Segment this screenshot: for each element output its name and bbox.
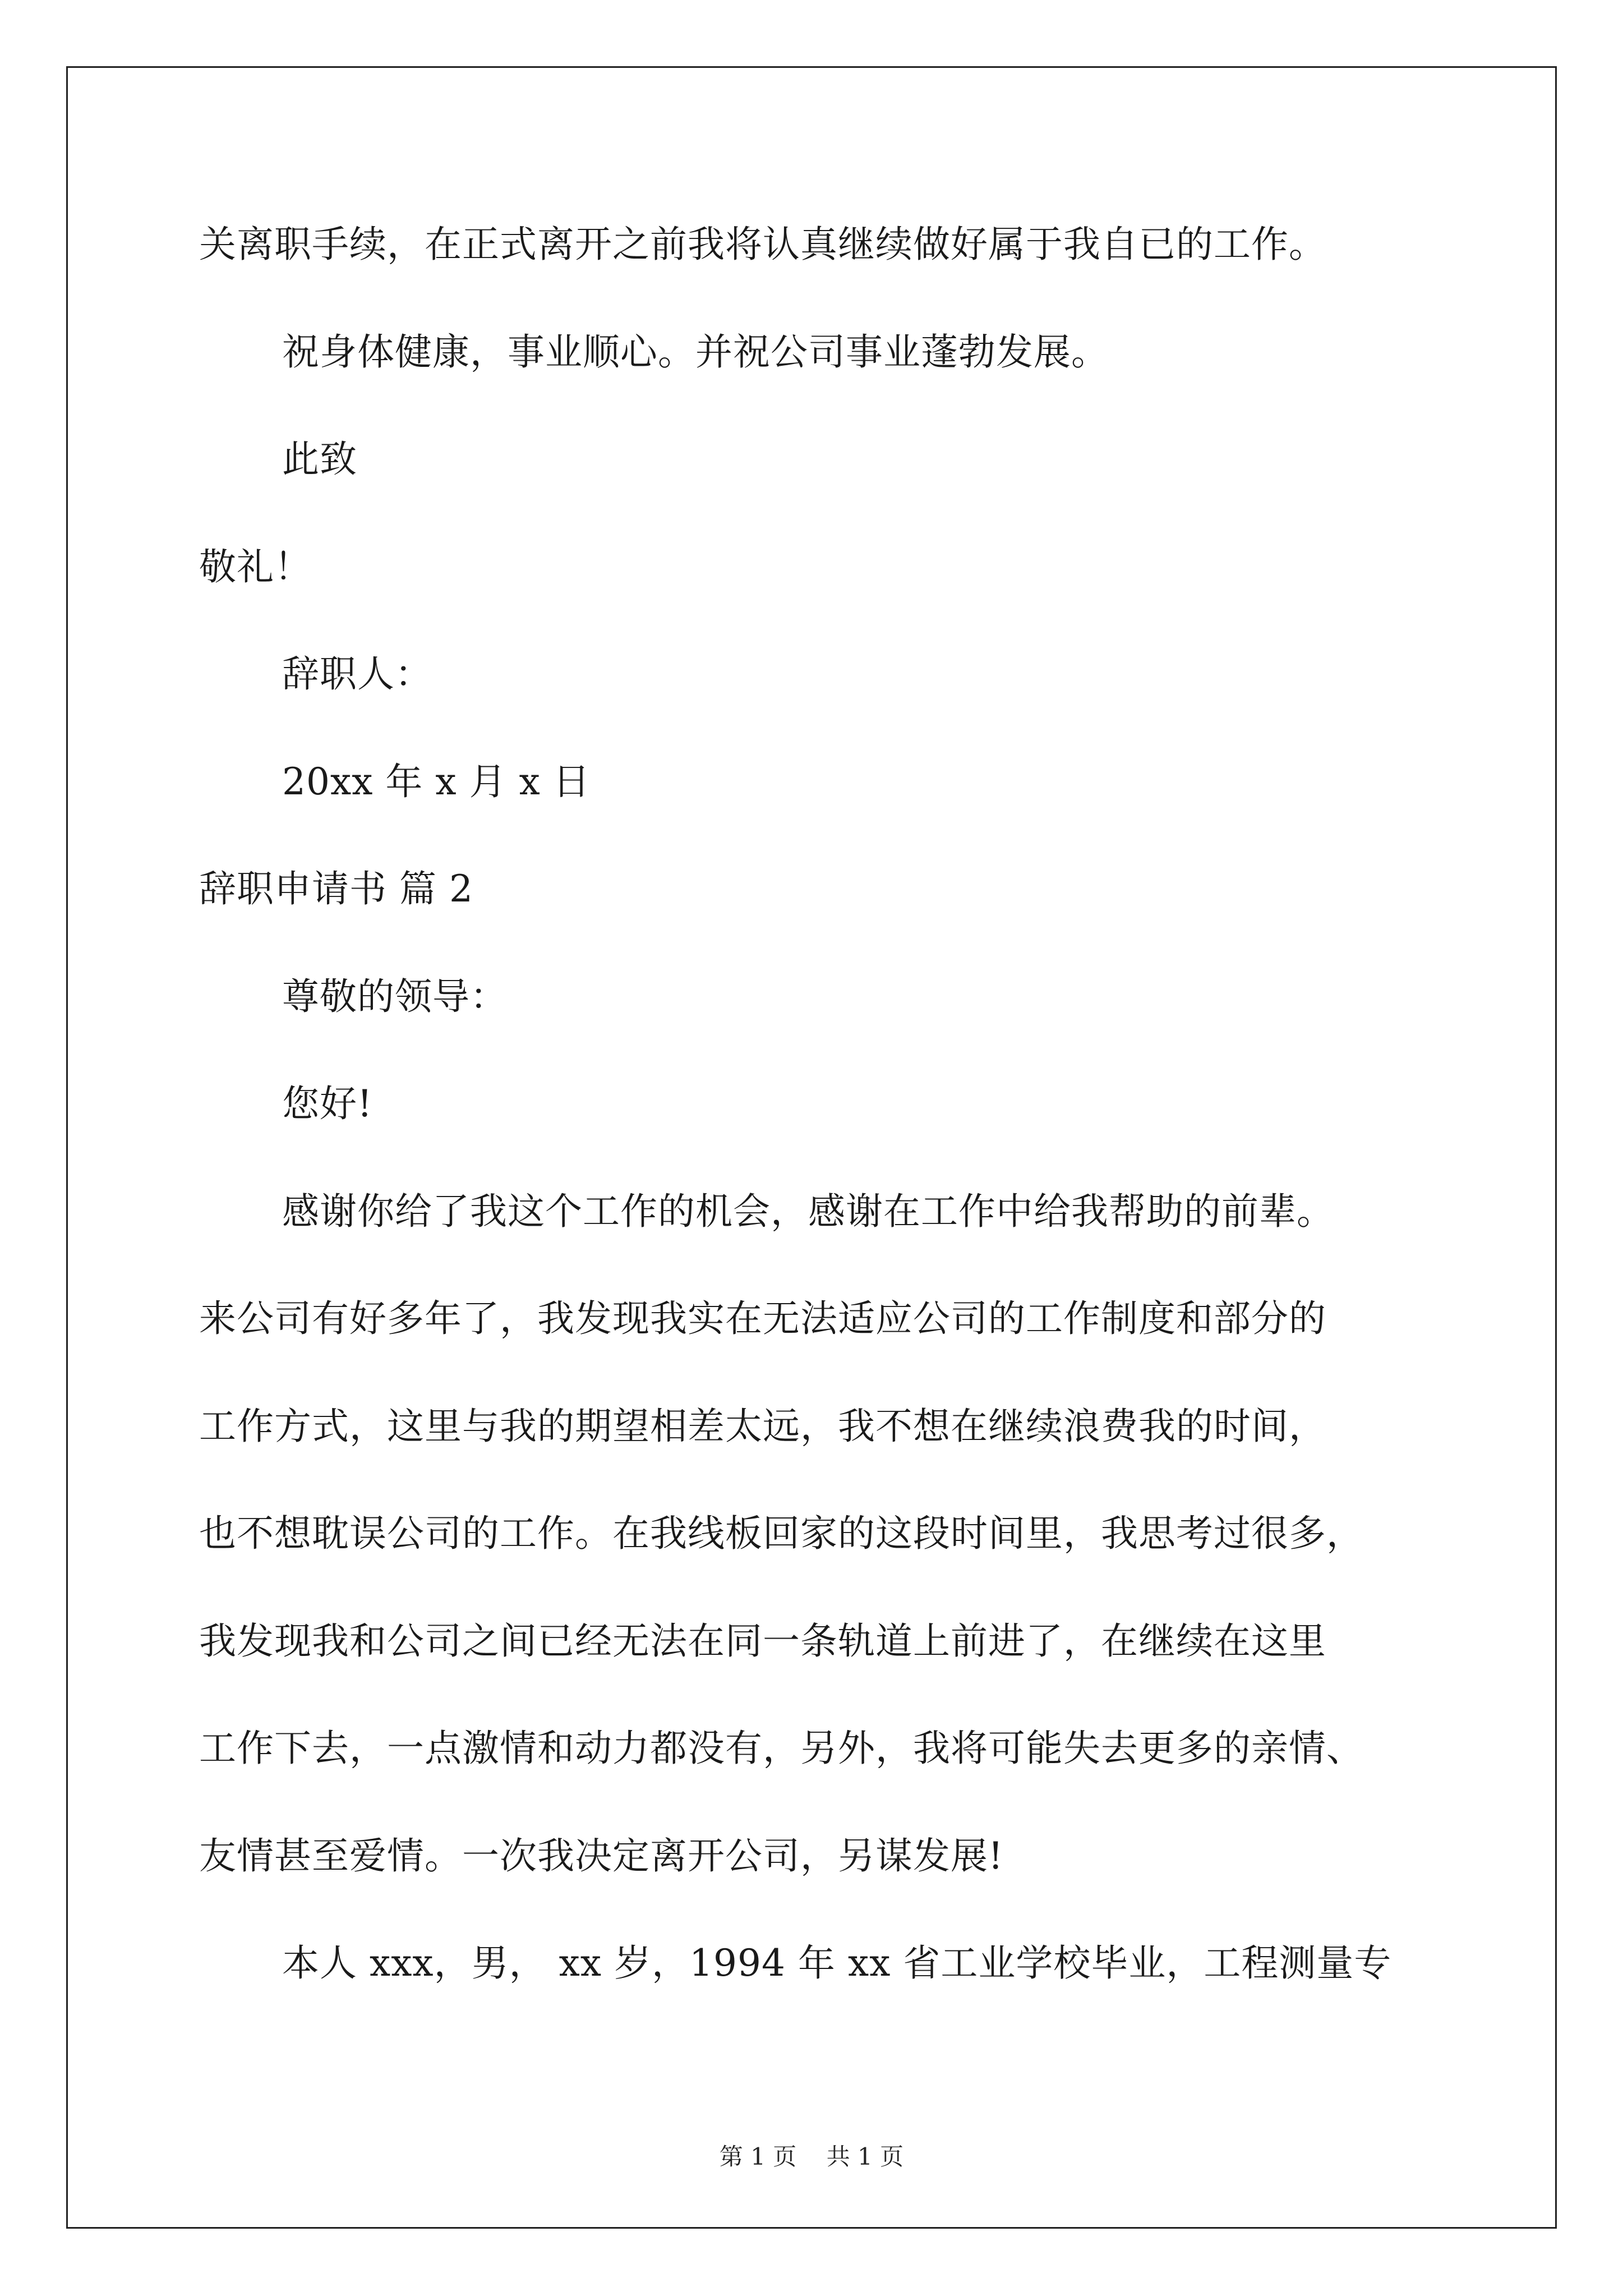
section-heading: 辞职申请书 篇 2 bbox=[199, 867, 473, 910]
page-footer bbox=[0, 2138, 1623, 2172]
salutation: 尊敬的领导： bbox=[282, 974, 508, 1018]
text-line: 关离职手续，在正式离开之前我将认真继续做好属于我自已的工作。 bbox=[199, 223, 1326, 266]
text-line: 我发现我和公司之间已经无法在同一条轨道上前进了，在继续在这里 bbox=[199, 1619, 1326, 1663]
text-line: 辞职人： bbox=[282, 652, 432, 696]
text-line: 感谢你给了我这个工作的机会，感谢在工作中给我帮助的前辈。 bbox=[282, 1189, 1334, 1233]
document-body bbox=[199, 191, 1478, 2017]
text-line: 工作下去，一点激情和动力都没有，另外，我将可能失去更多的亲情、 bbox=[199, 1727, 1364, 1770]
text-line: 敬礼！ bbox=[199, 545, 312, 588]
text-line: 也不想耽误公司的工作。在我线板回家的这段时间里，我思考过很多， bbox=[199, 1512, 1364, 1555]
page-number: 第 1 页 共 1 页 bbox=[719, 2143, 904, 2170]
text-line: 此致 bbox=[282, 438, 357, 481]
text-line: 工作方式，这里与我的期望相差太远，我不想在继续浪费我的时间， bbox=[199, 1404, 1326, 1448]
text-line: 友情甚至爱情。一次我决定离开公司，另谋发展! bbox=[199, 1834, 1004, 1878]
greeting: 您好! bbox=[282, 1082, 373, 1125]
text-line: 20xx 年 x 月 x 日 bbox=[282, 760, 591, 803]
text-line: 祝身体健康，事业顺心。并祝公司事业蓬勃发展。 bbox=[282, 330, 1109, 374]
text-line: 来公司有好多年了，我发现我实在无法适应公司的工作制度和部分的 bbox=[199, 1297, 1326, 1340]
text-line: 本人 xxx，男， xx 岁，1994 年 xx 省工业学校毕业，工程测量专 bbox=[282, 1941, 1392, 1985]
